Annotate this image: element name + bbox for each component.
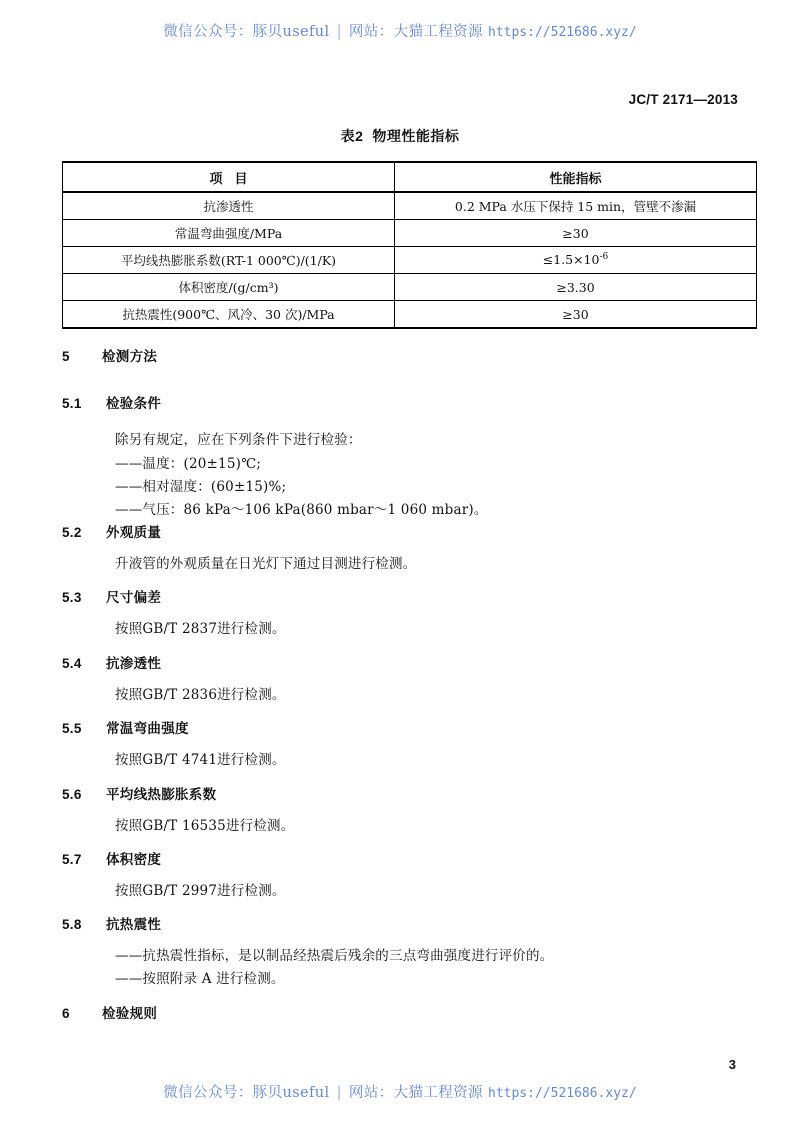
table-cell-value: 0.2 MPa 水压下保持 15 min，管壁不渗漏 <box>395 192 757 220</box>
section-heading-5-6 <box>62 783 216 803</box>
paragraph-5-7: 按照GB/T 2997进行检测。 <box>115 883 286 899</box>
watermark-wechat-label: 微信公众号：豚贝useful <box>163 24 330 40</box>
section-title-5-1: 检验条件 <box>106 396 162 411</box>
section-title-5: 检测方法 <box>102 349 158 364</box>
section-heading-5-1 <box>62 392 161 412</box>
list-item: ——抗热震性指标，是以制品经热震后残余的三点弯曲强度进行评价的。 <box>115 948 554 964</box>
section-number-5-7: 5.7 <box>62 852 82 867</box>
watermark-separator: | <box>336 1085 342 1101</box>
table-cell-item: 体积密度/(g/cm³) <box>63 274 395 301</box>
section-title-5-2: 外观质量 <box>106 525 162 540</box>
section-title-5-6: 平均线热膨胀系数 <box>106 787 217 802</box>
watermark-site-label: 网站：大猫工程资源 <box>348 1085 483 1101</box>
table-row <box>63 220 757 247</box>
watermark-site-label: 网站：大猫工程资源 <box>348 24 483 40</box>
watermark-url: https://521686.xyz/ <box>488 1086 637 1101</box>
section-heading-5-2 <box>62 521 161 541</box>
watermark-wechat-label: 微信公众号：豚贝useful <box>163 1085 330 1101</box>
list-item: ——温度：(20±15)℃; <box>115 456 262 472</box>
list-item: ——相对湿度：(60±15)%; <box>115 479 287 495</box>
paragraph-5-1-intro: 除另有规定，应在下列条件下进行检验： <box>115 432 362 448</box>
paragraph-5-3: 按照GB/T 2837进行检测。 <box>115 621 286 637</box>
section-number-5-6: 5.6 <box>62 787 82 802</box>
standard-code: JC/T 2171—2013 <box>628 92 738 107</box>
list-item: ——气压：86 kPa～106 kPa(860 mbar～1 060 mbar)。 <box>115 502 488 518</box>
section-number-5: 5 <box>62 349 70 364</box>
table-header-item <box>63 162 395 192</box>
watermark-bottom <box>0 1081 800 1102</box>
table-caption <box>0 126 800 146</box>
watermark-top <box>0 20 800 41</box>
section-heading-5-4 <box>62 652 161 672</box>
physical-properties-table <box>62 161 738 329</box>
section-number-5-3: 5.3 <box>62 590 82 605</box>
section-number-5-5: 5.5 <box>62 721 82 736</box>
list-item: ——按照附录 A 进行检测。 <box>115 971 285 987</box>
paragraph-5-4: 按照GB/T 2836进行检测。 <box>115 687 286 703</box>
section-title-5-7: 体积密度 <box>106 852 162 867</box>
table-header-value: 性能指标 <box>395 162 757 192</box>
table-header-item-char-b: 目 <box>234 171 248 187</box>
section-title-5-4: 抗渗透性 <box>106 656 162 671</box>
table-row <box>63 274 757 301</box>
section-heading-5 <box>62 345 157 365</box>
section-number-5-1: 5.1 <box>62 396 82 411</box>
paragraph-5-2: 升液管的外观质量在日光灯下通过目测进行检测。 <box>115 556 417 572</box>
section-heading-5-5 <box>62 717 189 737</box>
table-cell-value-base: ≤1.5×10 <box>542 252 600 268</box>
table-row <box>63 192 757 220</box>
table-cell-value: ≥30 <box>395 220 757 247</box>
table-caption-number: 表2 <box>340 128 364 144</box>
table-row <box>63 247 757 274</box>
table-cell-value: ≥30 <box>395 301 757 329</box>
table-header-row <box>63 162 757 192</box>
section-number-5-2: 5.2 <box>62 525 82 540</box>
section-heading-5-8 <box>62 913 161 933</box>
watermark-url: https://521686.xyz/ <box>488 25 637 40</box>
section-number-5-8: 5.8 <box>62 917 82 932</box>
table-row <box>63 301 757 329</box>
section-number-6: 6 <box>62 1006 70 1021</box>
table-cell-value <box>395 247 757 274</box>
table-cell-item: 常温弯曲强度/MPa <box>63 220 395 247</box>
table-cell-item: 抗渗透性 <box>63 192 395 220</box>
section-title-6: 检验规则 <box>102 1006 158 1021</box>
section-title-5-5: 常温弯曲强度 <box>106 721 189 736</box>
paragraph-5-6: 按照GB/T 16535进行检测。 <box>115 818 295 834</box>
section-heading-6 <box>62 1002 157 1022</box>
table-caption-title: 物理性能指标 <box>372 128 460 144</box>
page-number: 3 <box>728 1057 736 1072</box>
table-cell-item: 抗热震性(900℃、风冷、30 次)/MPa <box>63 301 395 329</box>
watermark-separator: | <box>336 24 342 40</box>
table-cell-item: 平均线热膨胀系数(RT-1 000℃)/(1/K) <box>63 247 395 274</box>
table-cell-value: ≥3.30 <box>395 274 757 301</box>
table-header-item-char-a: 项 <box>209 171 223 187</box>
table-cell-value-exponent: -6 <box>599 252 609 263</box>
section-heading-5-3 <box>62 586 161 606</box>
section-number-5-4: 5.4 <box>62 656 82 671</box>
section-title-5-8: 抗热震性 <box>106 917 162 932</box>
section-heading-5-7 <box>62 848 161 868</box>
section-title-5-3: 尺寸偏差 <box>106 590 162 605</box>
paragraph-5-5: 按照GB/T 4741进行检测。 <box>115 752 286 768</box>
